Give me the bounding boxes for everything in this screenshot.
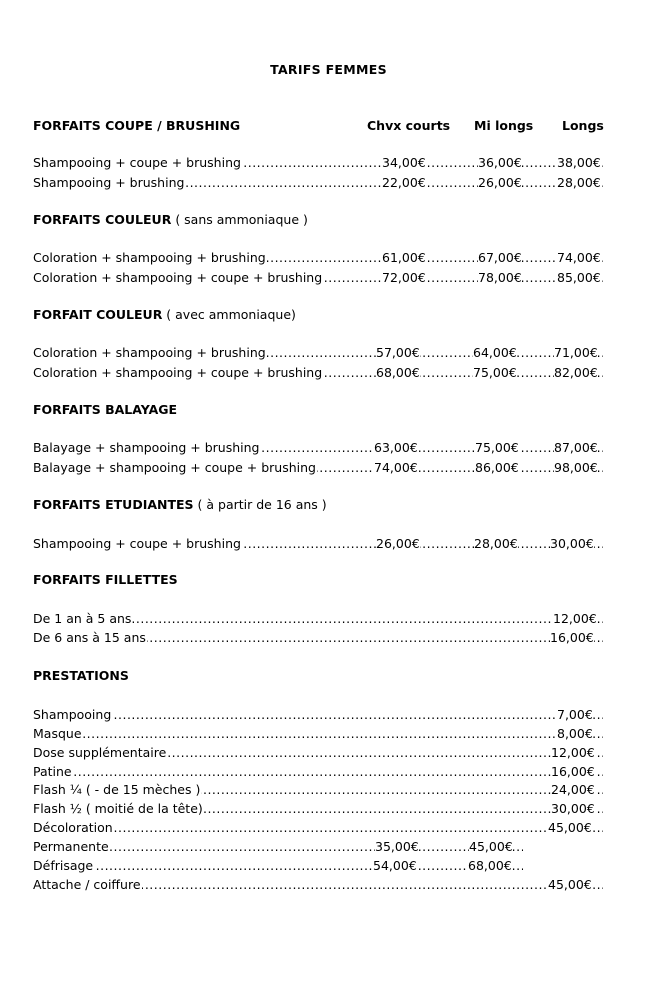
service-label: Balayage + shampooing + coupe + brushing — [33, 460, 316, 475]
dot-leader — [33, 857, 523, 875]
service-label: Coloration + shampooing + brushing — [33, 345, 266, 360]
price-short: 26,00€ — [376, 536, 420, 551]
price-short: 57,00€ — [376, 345, 420, 360]
price-short: 54,00€ — [373, 858, 417, 873]
service-label: De 1 an à 5 ans — [33, 611, 132, 626]
price-row — [33, 725, 603, 743]
section-title-prestations: PRESTATIONS — [33, 668, 129, 683]
price-medium: 68,00€ — [468, 858, 512, 873]
column-header-mi-longs: Mi longs — [474, 118, 534, 133]
price-row — [33, 819, 603, 837]
price-long: 82,00€ — [554, 365, 598, 380]
service-label: Shampooing — [33, 707, 112, 722]
service-label: De 6 ans à 15 ans — [33, 630, 146, 645]
service-label: Coloration + shampooing + brushing — [33, 250, 266, 265]
price-row — [33, 838, 523, 856]
service-label: Flash ½ ( moitié de la tête) — [33, 801, 203, 816]
price-medium: 86,00€ — [475, 460, 519, 475]
service-label: Attache / coiffure — [33, 877, 141, 892]
price-row — [33, 800, 603, 818]
price-medium: 26,00€ — [478, 175, 522, 190]
service-label: Dose supplémentaire — [33, 745, 167, 760]
price-row — [33, 781, 603, 799]
price: 45,00€ — [548, 877, 592, 892]
service-label: Coloration + shampooing + coupe + brushing — [33, 270, 323, 285]
section-title-fillettes: FORFAITS FILLETTES — [33, 572, 178, 587]
price-row — [33, 344, 603, 362]
service-label: Coloration + shampooing + coupe + brushing — [33, 365, 323, 380]
service-label: Shampooing + coupe + brushing — [33, 536, 241, 551]
price-medium: 28,00€ — [474, 536, 518, 551]
price: 7,00€ — [557, 707, 593, 722]
price-row — [33, 857, 523, 875]
service-label: Patine — [33, 764, 72, 779]
price-row — [33, 535, 603, 553]
price-long: 71,00€ — [554, 345, 598, 360]
page-title: TARIFS FEMMES — [270, 62, 387, 77]
price-row — [33, 174, 603, 192]
section-title-coupe-brushing: FORFAITS COUPE / BRUSHING — [33, 118, 241, 133]
dot-leader — [33, 725, 603, 743]
section-title-balayage: FORFAITS BALAYAGE — [33, 402, 178, 417]
price-row — [33, 459, 603, 477]
price-long: 38,00€ — [557, 155, 601, 170]
section-title-couleur-sans: FORFAITS COULEUR ( sans ammoniaque ) — [33, 212, 308, 227]
price: 24,00€ — [551, 782, 595, 797]
price-short: 74,00€ — [374, 460, 418, 475]
price-medium: 75,00€ — [475, 440, 519, 455]
price-row — [33, 154, 603, 172]
price-row — [33, 249, 603, 267]
price-long: 74,00€ — [557, 250, 601, 265]
price-medium: 67,00€ — [478, 250, 522, 265]
price-medium: 36,00€ — [478, 155, 522, 170]
price-short: 22,00€ — [382, 175, 426, 190]
price-short: 68,00€ — [376, 365, 420, 380]
price-row — [33, 364, 603, 382]
dot-leader — [33, 819, 603, 837]
service-label: Balayage + shampooing + brushing — [33, 440, 260, 455]
price-row — [33, 269, 603, 287]
price: 12,00€ — [551, 745, 595, 760]
price-row — [33, 610, 603, 628]
section-title-couleur-avec: FORFAIT COULEUR ( avec ammoniaque) — [33, 307, 296, 322]
price-short: 72,00€ — [382, 270, 426, 285]
price-row — [33, 763, 603, 781]
dot-leader — [33, 706, 603, 724]
price-row — [33, 876, 603, 894]
service-label: Défrisage — [33, 858, 94, 873]
price-medium: 78,00€ — [478, 270, 522, 285]
price-row — [33, 744, 603, 762]
price-medium: 75,00€ — [473, 365, 517, 380]
price: 30,00€ — [551, 801, 595, 816]
service-label: Flash ¼ ( - de 15 mèches ) — [33, 782, 201, 797]
price-long: 28,00€ — [557, 175, 601, 190]
price-long: 98,00€ — [554, 460, 598, 475]
column-header-longs: Longs — [562, 118, 604, 133]
price: 8,00€ — [557, 726, 593, 741]
price: 16,00€ — [550, 630, 594, 645]
price-row — [33, 439, 603, 457]
price-short: 35,00€ — [375, 839, 419, 854]
price-row — [33, 706, 603, 724]
price: 16,00€ — [551, 764, 595, 779]
column-header-chvx-courts: Chvx courts — [367, 118, 451, 133]
price-short: 63,00€ — [374, 440, 418, 455]
price-medium: 45,00€ — [469, 839, 513, 854]
price-row — [33, 629, 603, 647]
price-short: 61,00€ — [382, 250, 426, 265]
service-label: Permanente — [33, 839, 109, 854]
section-title-etudiantes: FORFAITS ETUDIANTES ( à partir de 16 ans ) — [33, 497, 327, 512]
dot-leader — [33, 763, 603, 781]
service-label: Shampooing + brushing — [33, 175, 185, 190]
price: 12,00€ — [553, 611, 597, 626]
price: 45,00€ — [548, 820, 592, 835]
service-label: Shampooing + coupe + brushing — [33, 155, 241, 170]
price-long: 30,00€ — [550, 536, 594, 551]
price-short: 34,00€ — [382, 155, 426, 170]
service-label: Masque — [33, 726, 82, 741]
service-label: Décoloration — [33, 820, 113, 835]
price-medium: 64,00€ — [473, 345, 517, 360]
price-long: 85,00€ — [557, 270, 601, 285]
price-long: 87,00€ — [554, 440, 598, 455]
